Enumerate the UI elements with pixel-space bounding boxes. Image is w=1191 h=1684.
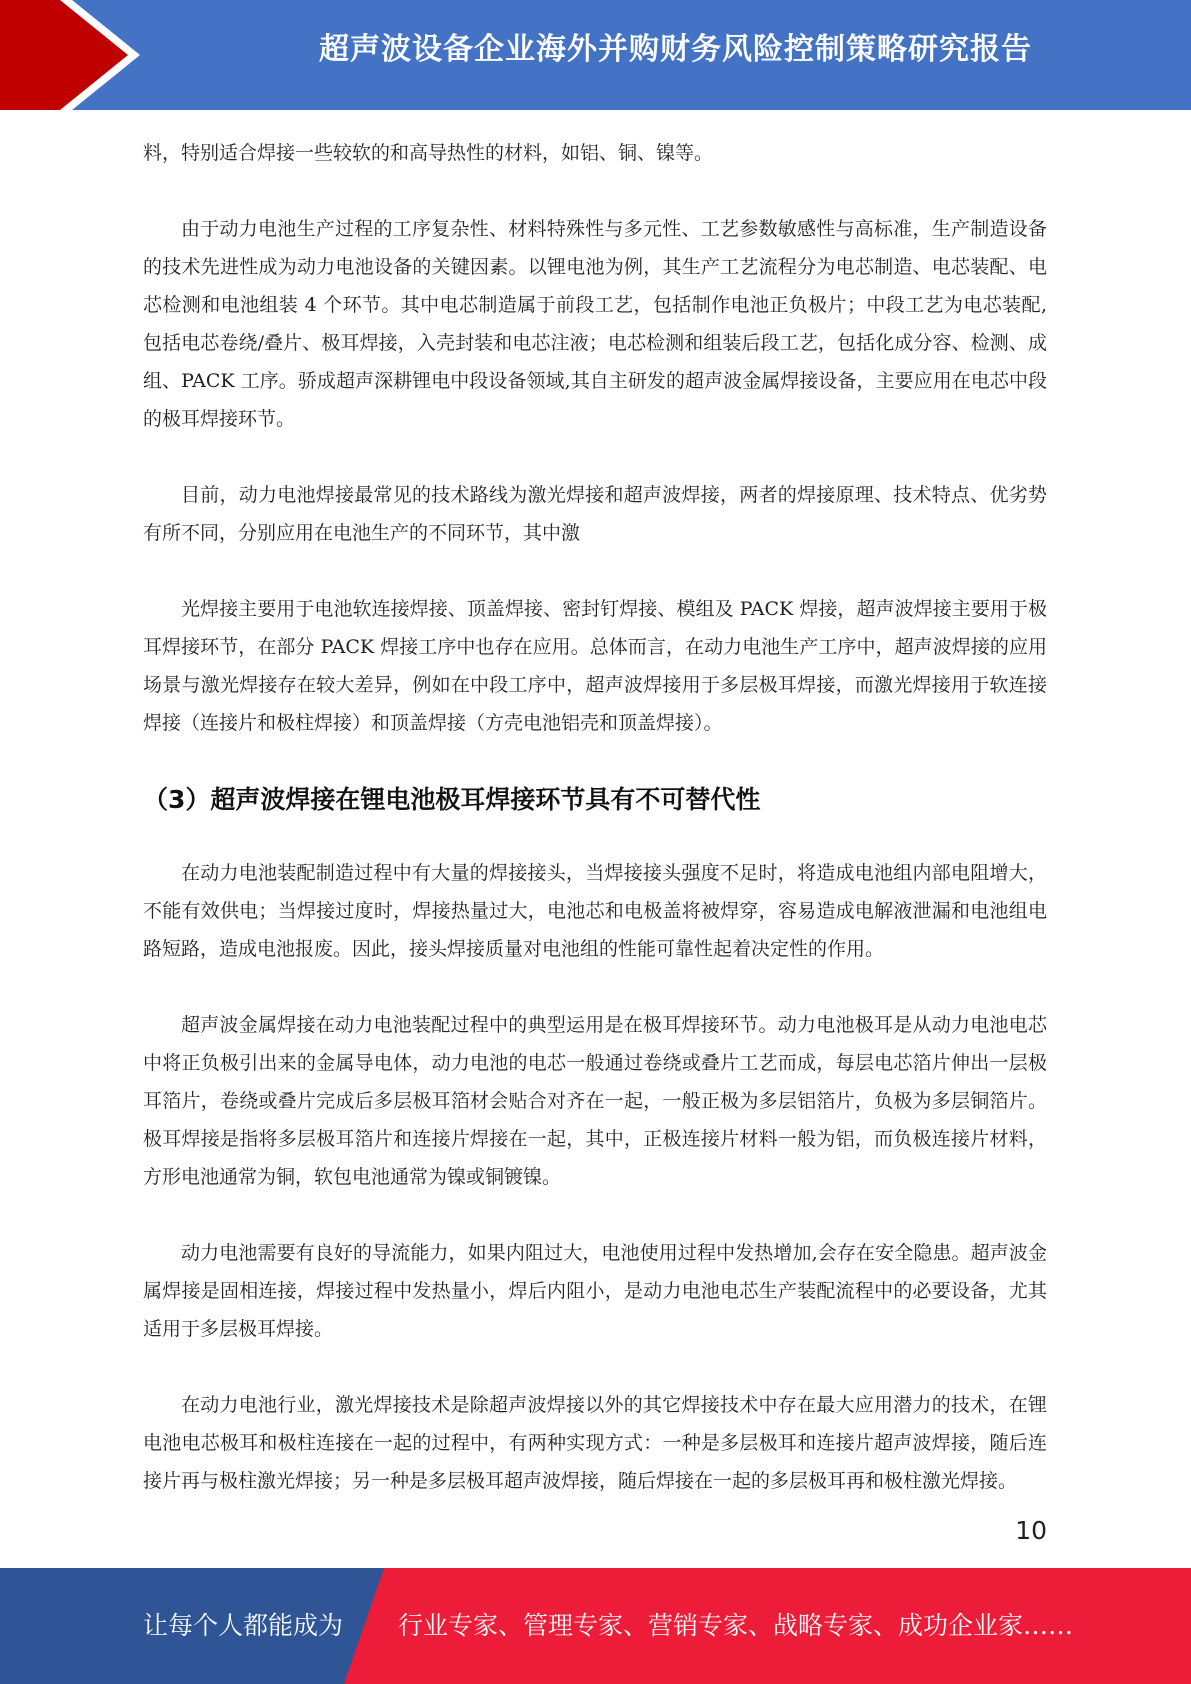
paragraph-3: 目前，动力电池焊接最常见的技术路线为激光焊接和超声波焊接，两者的焊接原理、技术特点、优劣势有所不同，分别应用在电池生产的不同环节，其中激 [143,484,1047,544]
paragraph-5: 在动力电池装配制造过程中有大量的焊接接头，当焊接接头强度不足时，将造成电池组内部电阻增大，不能有效供电；当焊接过度时，焊接热量过大，电池芯和电极盖将被焊穿，容易造成电解液泄漏和电池组电路短路，造成电池报废。因此，接头焊接质量对电池组的性能可靠性起着决定性的作用。 [143,862,1047,960]
section-heading: （3）超声波焊接在锂电池极耳焊接环节具有不可替代性 [143,785,761,814]
footer-slogan-left: 让每个人都能成为 [143,1611,344,1640]
report-title: 超声波设备企业海外并购财务风险控制策略研究报告 [319,32,1032,67]
page-number: 10 [1015,1516,1047,1545]
page-footer [0,1568,1191,1684]
footer-slogan-right: 行业专家、管理专家、营销专家、战略专家、成功企业家…… [398,1611,1074,1640]
page-header [0,0,1191,110]
paragraph-1: 料，特别适合焊接一些较软的和高导热性的材料，如铝、铜、镍等。 [143,142,714,164]
page-body [143,134,1047,1538]
header-arrow-decoration [0,0,160,110]
paragraph-4: 光焊接主要用于电池软连接焊接、顶盖焊接、密封钉焊接、模组及 PACK 焊接，超声波焊接主要用于极耳焊接环节，在部分 PACK 焊接工序中也存在应用。总体而言，在动力电池生产工序中，超声波焊接的应用场景与激光焊接存在较大差异，例如在中段工序中，超声波焊接用于多层极耳焊接，而激光焊接用于软连接焊接（连接片和极柱焊接）和顶盖焊接（方壳电池铝壳和顶盖焊接）。 [143,598,1047,734]
paragraph-8: 在动力电池行业，激光焊接技术是除超声波焊接以外的其它焊接技术中存在最大应用潜力的技术，在锂电池电芯极耳和极柱连接在一起的过程中，有两种实现方式：一种是多层极耳和连接片超声波焊接，随后连接片再与极柱激光焊接；另一种是多层极耳超声波焊接，随后焊接在一起的多层极耳再和极柱激光焊接。 [143,1394,1047,1492]
paragraph-6: 超声波金属焊接在动力电池装配过程中的典型运用是在极耳焊接环节。动力电池极耳是从动力电池电芯中将正负极引出来的金属导电体，动力电池的电芯一般通过卷绕或叠片工艺而成，每层电芯箔片伸出一层极耳箔片，卷绕或叠片完成后多层极耳箔材会贴合对齐在一起，一般正极为多层铝箔片，负极为多层铜箔片。极耳焊接是指将多层极耳箔片和连接片焊接在一起，其中，正极连接片材料一般为铝，而负极连接片材料，方形电池通常为铜，软包电池通常为镍或铜镀镍。 [143,1014,1047,1188]
paragraph-7: 动力电池需要有良好的导流能力，如果内阻过大，电池使用过程中发热增加,会存在安全隐患。超声波金属焊接是固相连接，焊接过程中发热量小，焊后内阻小，是动力电池电芯生产装配流程中的必要设备，尤其适用于多层极耳焊接。 [143,1242,1047,1340]
paragraph-2: 由于动力电池生产过程的工序复杂性、材料特殊性与多元性、工艺参数敏感性与高标准，生产制造设备的技术先进性成为动力电池设备的关键因素。以锂电池为例，其生产工艺流程分为电芯制造、电芯装配、电芯检测和电池组装 4 个环节。其中电芯制造属于前段工艺，包括制作电池正负极片；中段工艺为电芯装配,包括电芯卷绕/叠片、极耳焊接，入壳封装和电芯注液；电芯检测和组装后段工艺，包括化成分容、检测、成组、PACK 工序。骄成超声深耕锂电中段设备领域,其自主研发的超声波金属焊接设备，主要应用在电芯中段的极耳焊接环节。 [143,218,1047,430]
